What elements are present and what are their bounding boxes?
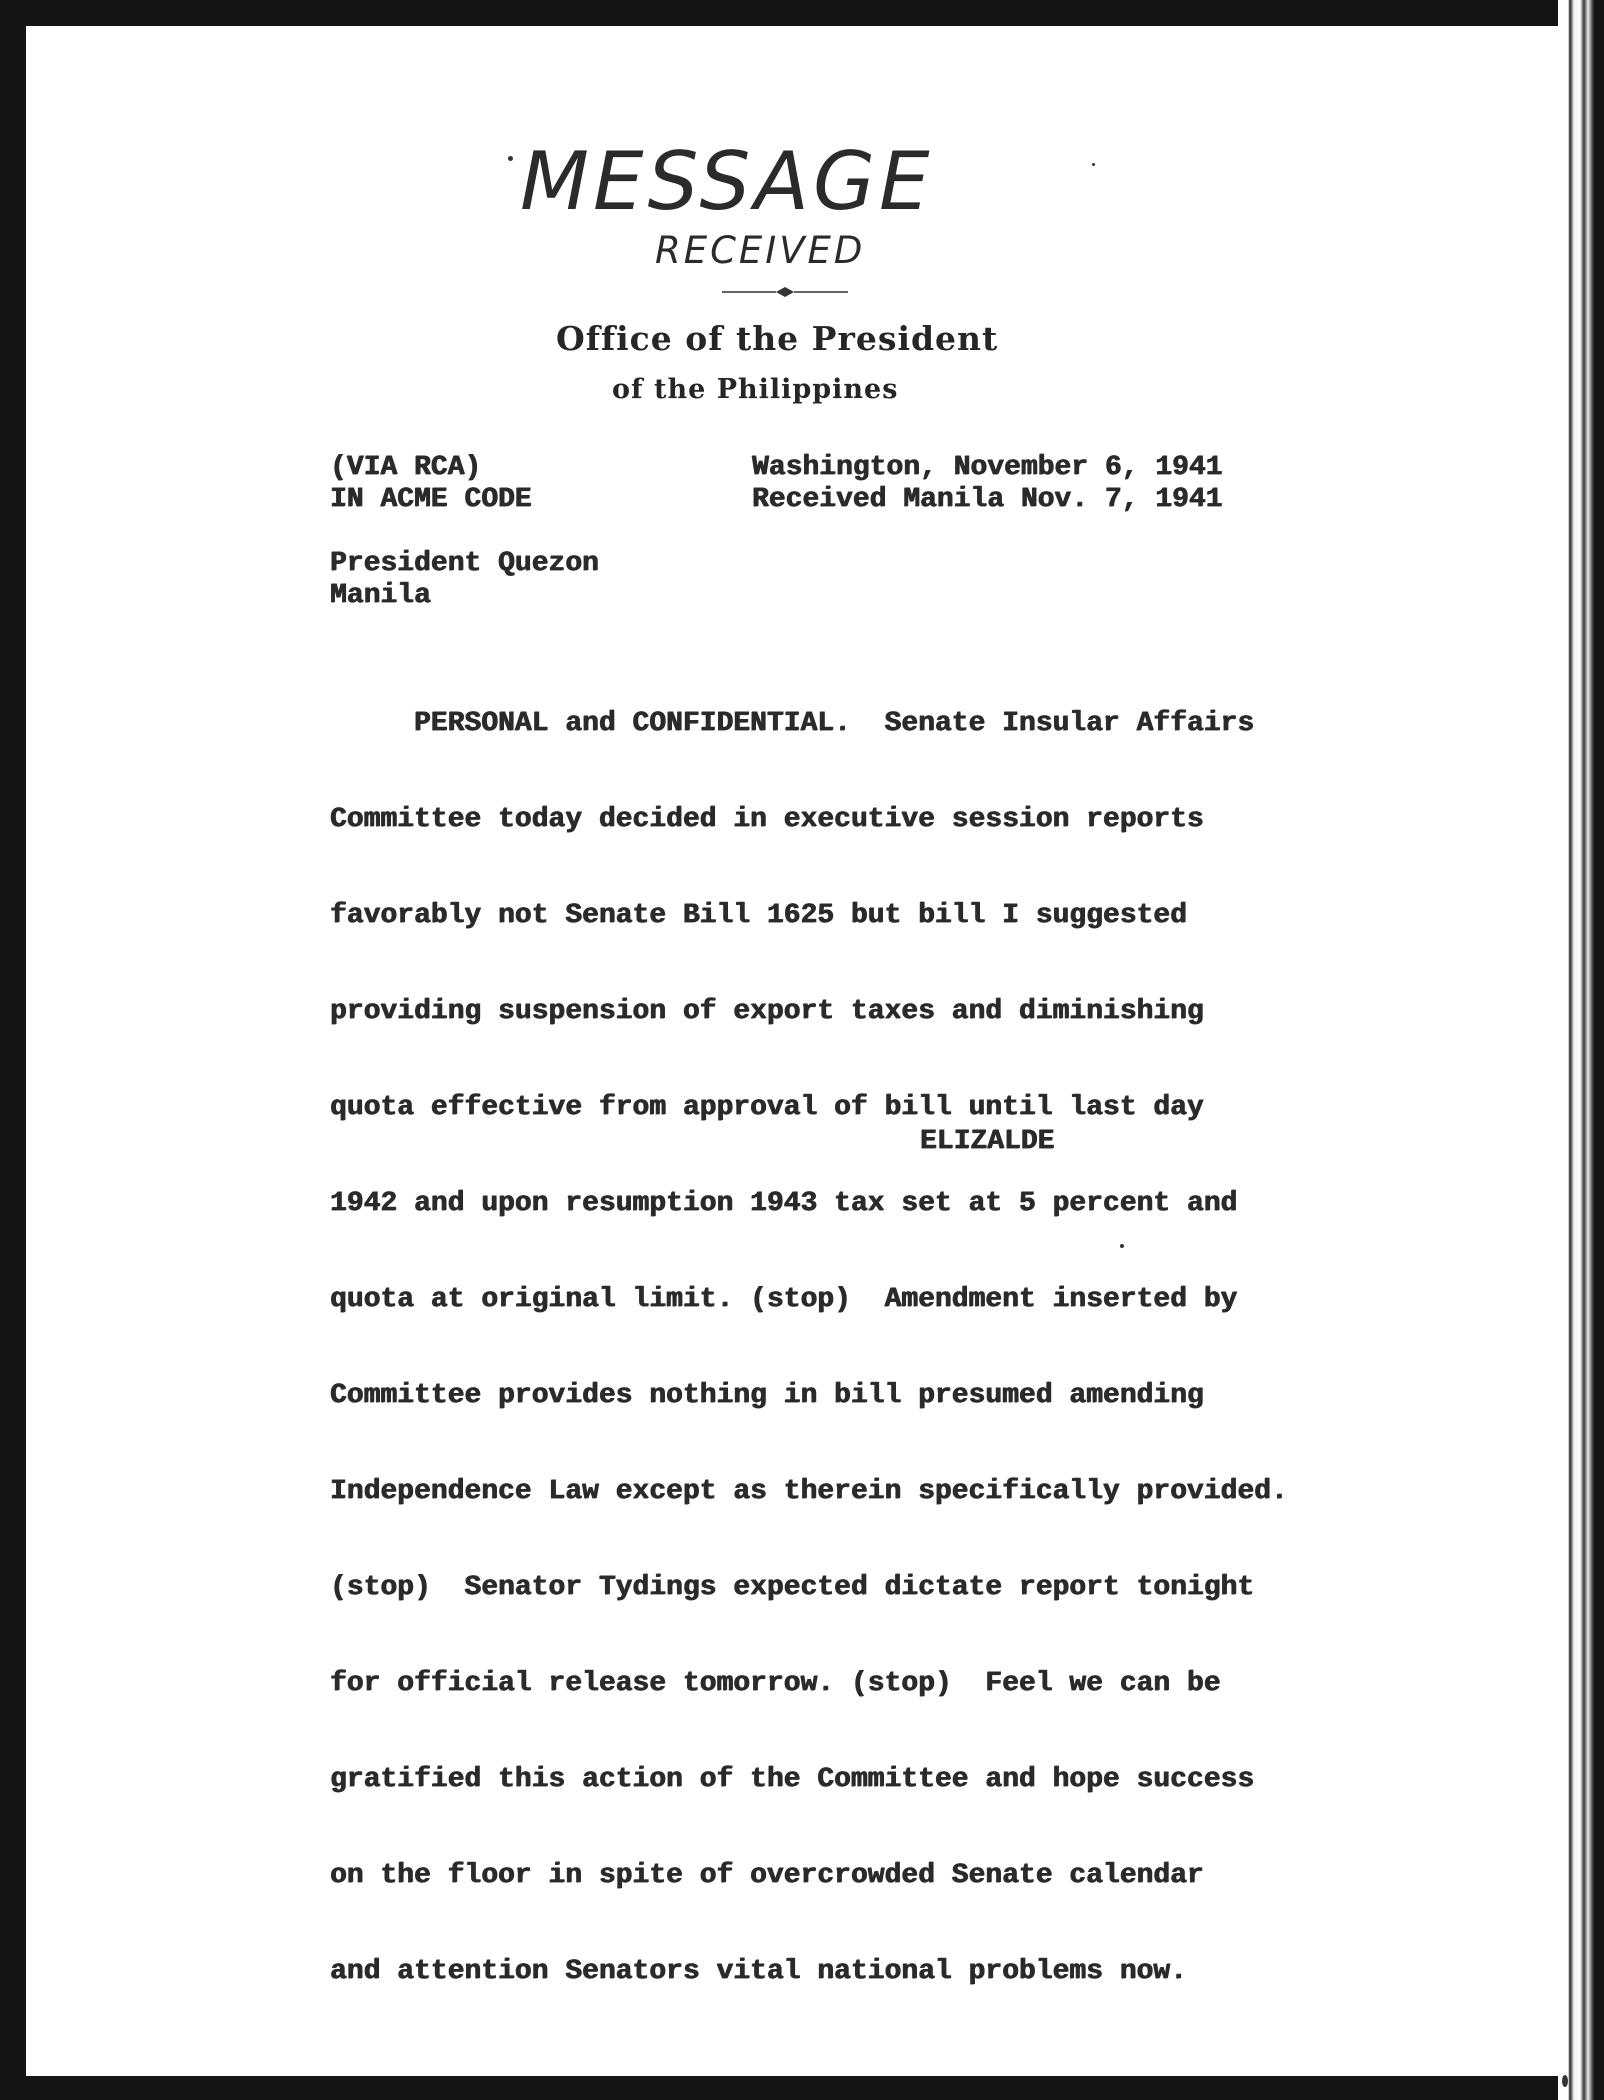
body-line: and attention Senators vital national problems now. xyxy=(330,1956,1187,1987)
body-line: PERSONAL and CONFIDENTIAL. Senate Insular Affairs xyxy=(330,708,1255,739)
body-line: 1942 and upon resumption 1943 tax set at 5 percent and xyxy=(330,1188,1238,1219)
dateline: Washington, November 6, 1941 xyxy=(752,452,1223,483)
office-line-1: Office of the President xyxy=(556,319,999,358)
scan-speck xyxy=(1562,2075,1568,2087)
scan-speck xyxy=(508,156,513,161)
message-body xyxy=(330,644,1288,2052)
body-line: for official release tomorrow. (stop) Feel we can be xyxy=(330,1668,1221,1699)
letterhead-title: MESSAGE xyxy=(520,135,934,228)
scan-speck xyxy=(1120,1244,1124,1248)
office-line-2: of the Philippines xyxy=(612,374,899,405)
body-line: Independence Law except as therein specifically provided. xyxy=(330,1476,1288,1507)
received-line: Received Manila Nov. 7, 1941 xyxy=(752,484,1223,515)
body-line: gratified this action of the Committee and hope success xyxy=(330,1764,1255,1795)
body-line: providing suspension of export taxes and diminishing xyxy=(330,996,1204,1027)
body-line: Committee provides nothing in bill presumed amending xyxy=(330,1380,1204,1411)
code-line: IN ACME CODE xyxy=(330,484,532,515)
divider-ornament xyxy=(722,286,848,298)
addressee-city: Manila xyxy=(330,580,431,611)
signature: ELIZALDE xyxy=(920,1126,1055,1157)
body-line: (stop) Senator Tydings expected dictate report tonight xyxy=(330,1572,1255,1603)
addressee-name: President Quezon xyxy=(330,548,599,579)
page-edge xyxy=(1558,0,1604,2100)
body-line: on the floor in spite of overcrowded Senate calendar xyxy=(330,1860,1204,1891)
letterhead-subtitle: RECEIVED xyxy=(655,229,866,272)
body-line: favorably not Senate Bill 1625 but bill I suggested xyxy=(330,900,1187,931)
body-line: quota effective from approval of bill until last day xyxy=(330,1092,1204,1123)
via-line: (VIA RCA) xyxy=(330,452,482,483)
body-line: quota at original limit. (stop) Amendment inserted by xyxy=(330,1284,1238,1315)
body-line: Committee today decided in executive session reports xyxy=(330,804,1204,835)
scan-speck xyxy=(1092,163,1095,166)
